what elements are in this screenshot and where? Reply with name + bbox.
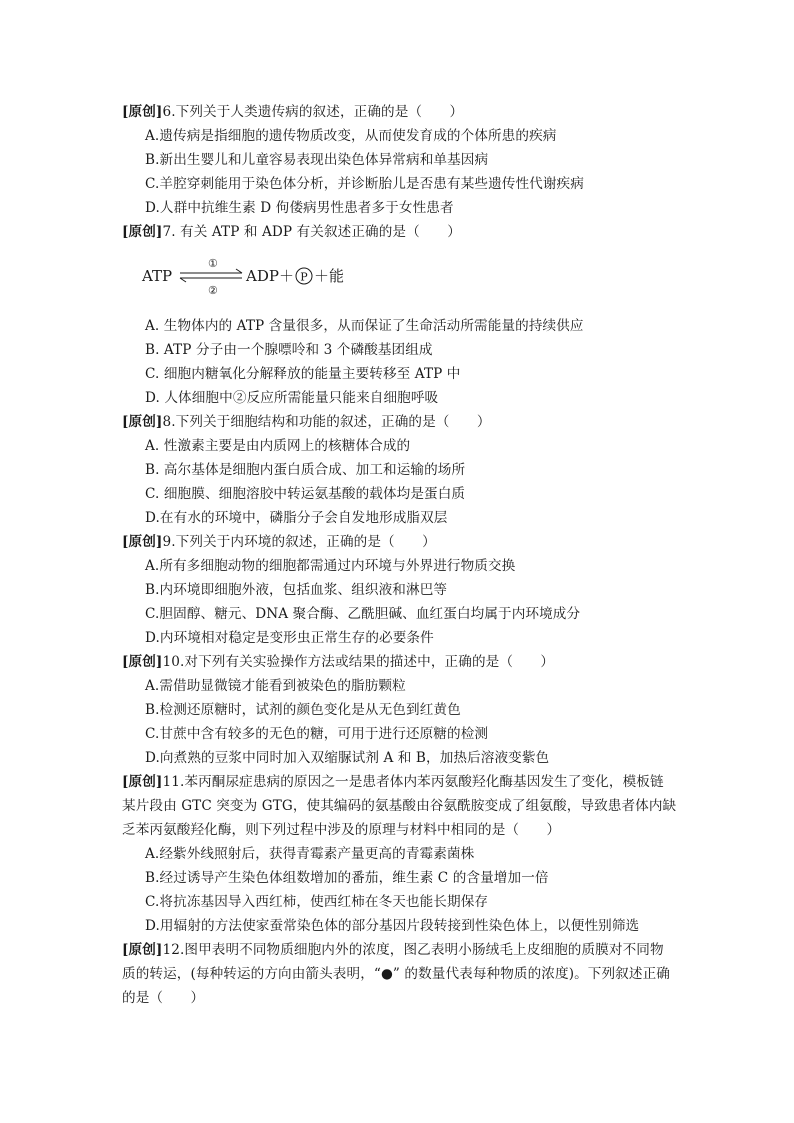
reverse-arrow-head [180,278,186,282]
question-11-stem: [原创]11.苯丙酮尿症患病的原因之一是患者体内苯丙氨酸羟化酶基因发生了变化，模板链 [122,774,664,790]
atp-adp-conversion-diagram [140,250,360,300]
question-6-option-a: A.遗传病是指细胞的遗传物质改变，从而使发育成的个体所患的疾病 [145,128,557,144]
diagram-adp-label: ADP＋ [246,267,294,285]
question-8-option-d: D.在有水的环境中，磷脂分子会自发地形成脂双层 [145,510,448,526]
question-7-option-c: C. 细胞内糖氧化分解释放的能量主要转移至 ATP 中 [145,366,461,382]
question-8-option-c: C. 细胞膜、细胞溶胶中转运氨基酸的载体均是蛋白质 [145,486,466,502]
question-10-option-b: B.检测还原糖时，试剂的颜色变化是从无色到红黄色 [145,702,461,718]
phosphate-label: P [300,270,308,284]
question-9-stem: [原创]9.下列关于内环境的叙述，正确的是（ ） [122,534,436,550]
question-11-option-a: A.经紫外线照射后，获得青霉素产量更高的青霉素菌株 [145,846,475,862]
question-12-stem: [原创]12.图甲表明不同物质细胞内外的浓度，图乙表明小肠绒毛上皮细胞的质膜对不同物 [122,942,664,958]
question-9-option-d: D.内环境相对稳定是变形虫正常生存的必要条件 [145,630,434,646]
question-tag: [原创] [122,414,163,430]
question-6-stem: [原创]6.下列关于人类遗传病的叙述，正确的是（ ） [122,104,464,120]
diagram-energy-label: ＋能 [314,267,345,285]
question-tag: [原创] [122,224,163,240]
question-6-option-c: C.羊腔穿刺能用于染色体分析，并诊断胎儿是否患有某些遗传性代谢疾病 [145,176,584,192]
question-11-stem-line-2: 某片段由 GTC 突变为 GTG，使其编码的氨基酸由谷氨酰胺变成了组氨酸，导致患者体内缺 [122,798,677,814]
question-tag: [原创] [122,774,163,790]
question-7-option-b: B. ATP 分子由一个腺嘌呤和 3 个磷酸基团组成 [145,342,433,358]
question-8-option-a: A. 性激素主要是由内质网上的核糖体合成的 [145,438,411,454]
question-12-stem-line-2: 质的转运，(每种转运的方向由箭头表明，“●” 的数量代表每种物质的浓度)。下列叙述正确 [122,966,670,982]
question-10-stem: [原创]10.对下列有关实验操作方法或结果的描述中，正确的是（ ） [122,654,555,670]
question-tag: [原创] [122,942,163,958]
question-11-option-b: B.经过诱导产生染色体组数增加的番茄，维生素 C 的含量增加一倍 [145,870,549,886]
diagram-atp-label: ATP [142,267,173,285]
question-11-option-d: D.用辐射的方法使家蚕常染色体的部分基因片段转接到性染色体上，以便性别筛选 [145,918,640,934]
question-9-option-a: A.所有多细胞动物的细胞都需通过内环境与外界进行物质交换 [145,558,516,574]
question-10-option-c: C.甘蔗中含有较多的无色的糖，可用于进行还原糖的检测 [145,726,489,742]
question-7-stem: [原创]7. 有关 ATP 和 ADP 有关叙述正确的是（ ） [122,224,461,240]
diagram-reaction-1-label: ① [208,257,218,270]
question-7-option-a: A. 生物体内的 ATP 含量很多，从而保证了生命活动所需能量的持续供应 [145,318,584,334]
diagram-reaction-2-label: ② [208,284,218,297]
question-tag: [原创] [122,654,163,670]
question-6-option-d: D.人群中抗维生素 D 佝偻病男性患者多于女性患者 [145,200,454,216]
question-7-option-d: D. 人体细胞中②反应所需能量只能来自细胞呼吸 [145,390,439,406]
question-11-stem-line-3: 乏苯丙氨酸羟化酶，则下列过程中涉及的原理与材料中相同的是（ ） [122,822,561,838]
question-6-option-b: B.新出生婴儿和儿童容易表现出染色体异常病和单基因病 [145,152,489,168]
question-11-option-c: C.将抗冻基因导入西红柿，使西红柿在冬天也能长期保存 [145,894,489,910]
forward-arrow-head [236,269,242,273]
question-9-option-c: C.胆固醇、糖元、DNA 聚合酶、乙酰胆碱、血红蛋白均属于内环境成分 [145,606,581,622]
question-10-option-a: A.需借助显微镜才能看到被染色的脂肪颗粒 [145,678,406,694]
question-tag: [原创] [122,104,163,120]
question-12-stem-line-3: 的是（ ） [122,990,205,1006]
question-8-stem: [原创]8.下列关于细胞结构和功能的叙述，正确的是（ ） [122,414,491,430]
question-tag: [原创] [122,534,163,550]
question-9-option-b: B.内环境即细胞外液，包括血浆、组织液和淋巴等 [145,582,448,598]
question-8-option-b: B. 高尔基体是细胞内蛋白质合成、加工和运输的场所 [145,462,466,478]
question-10-option-d: D.向煮熟的豆浆中同时加入双缩脲试剂 A 和 B，加热后溶液变紫色 [145,750,550,766]
